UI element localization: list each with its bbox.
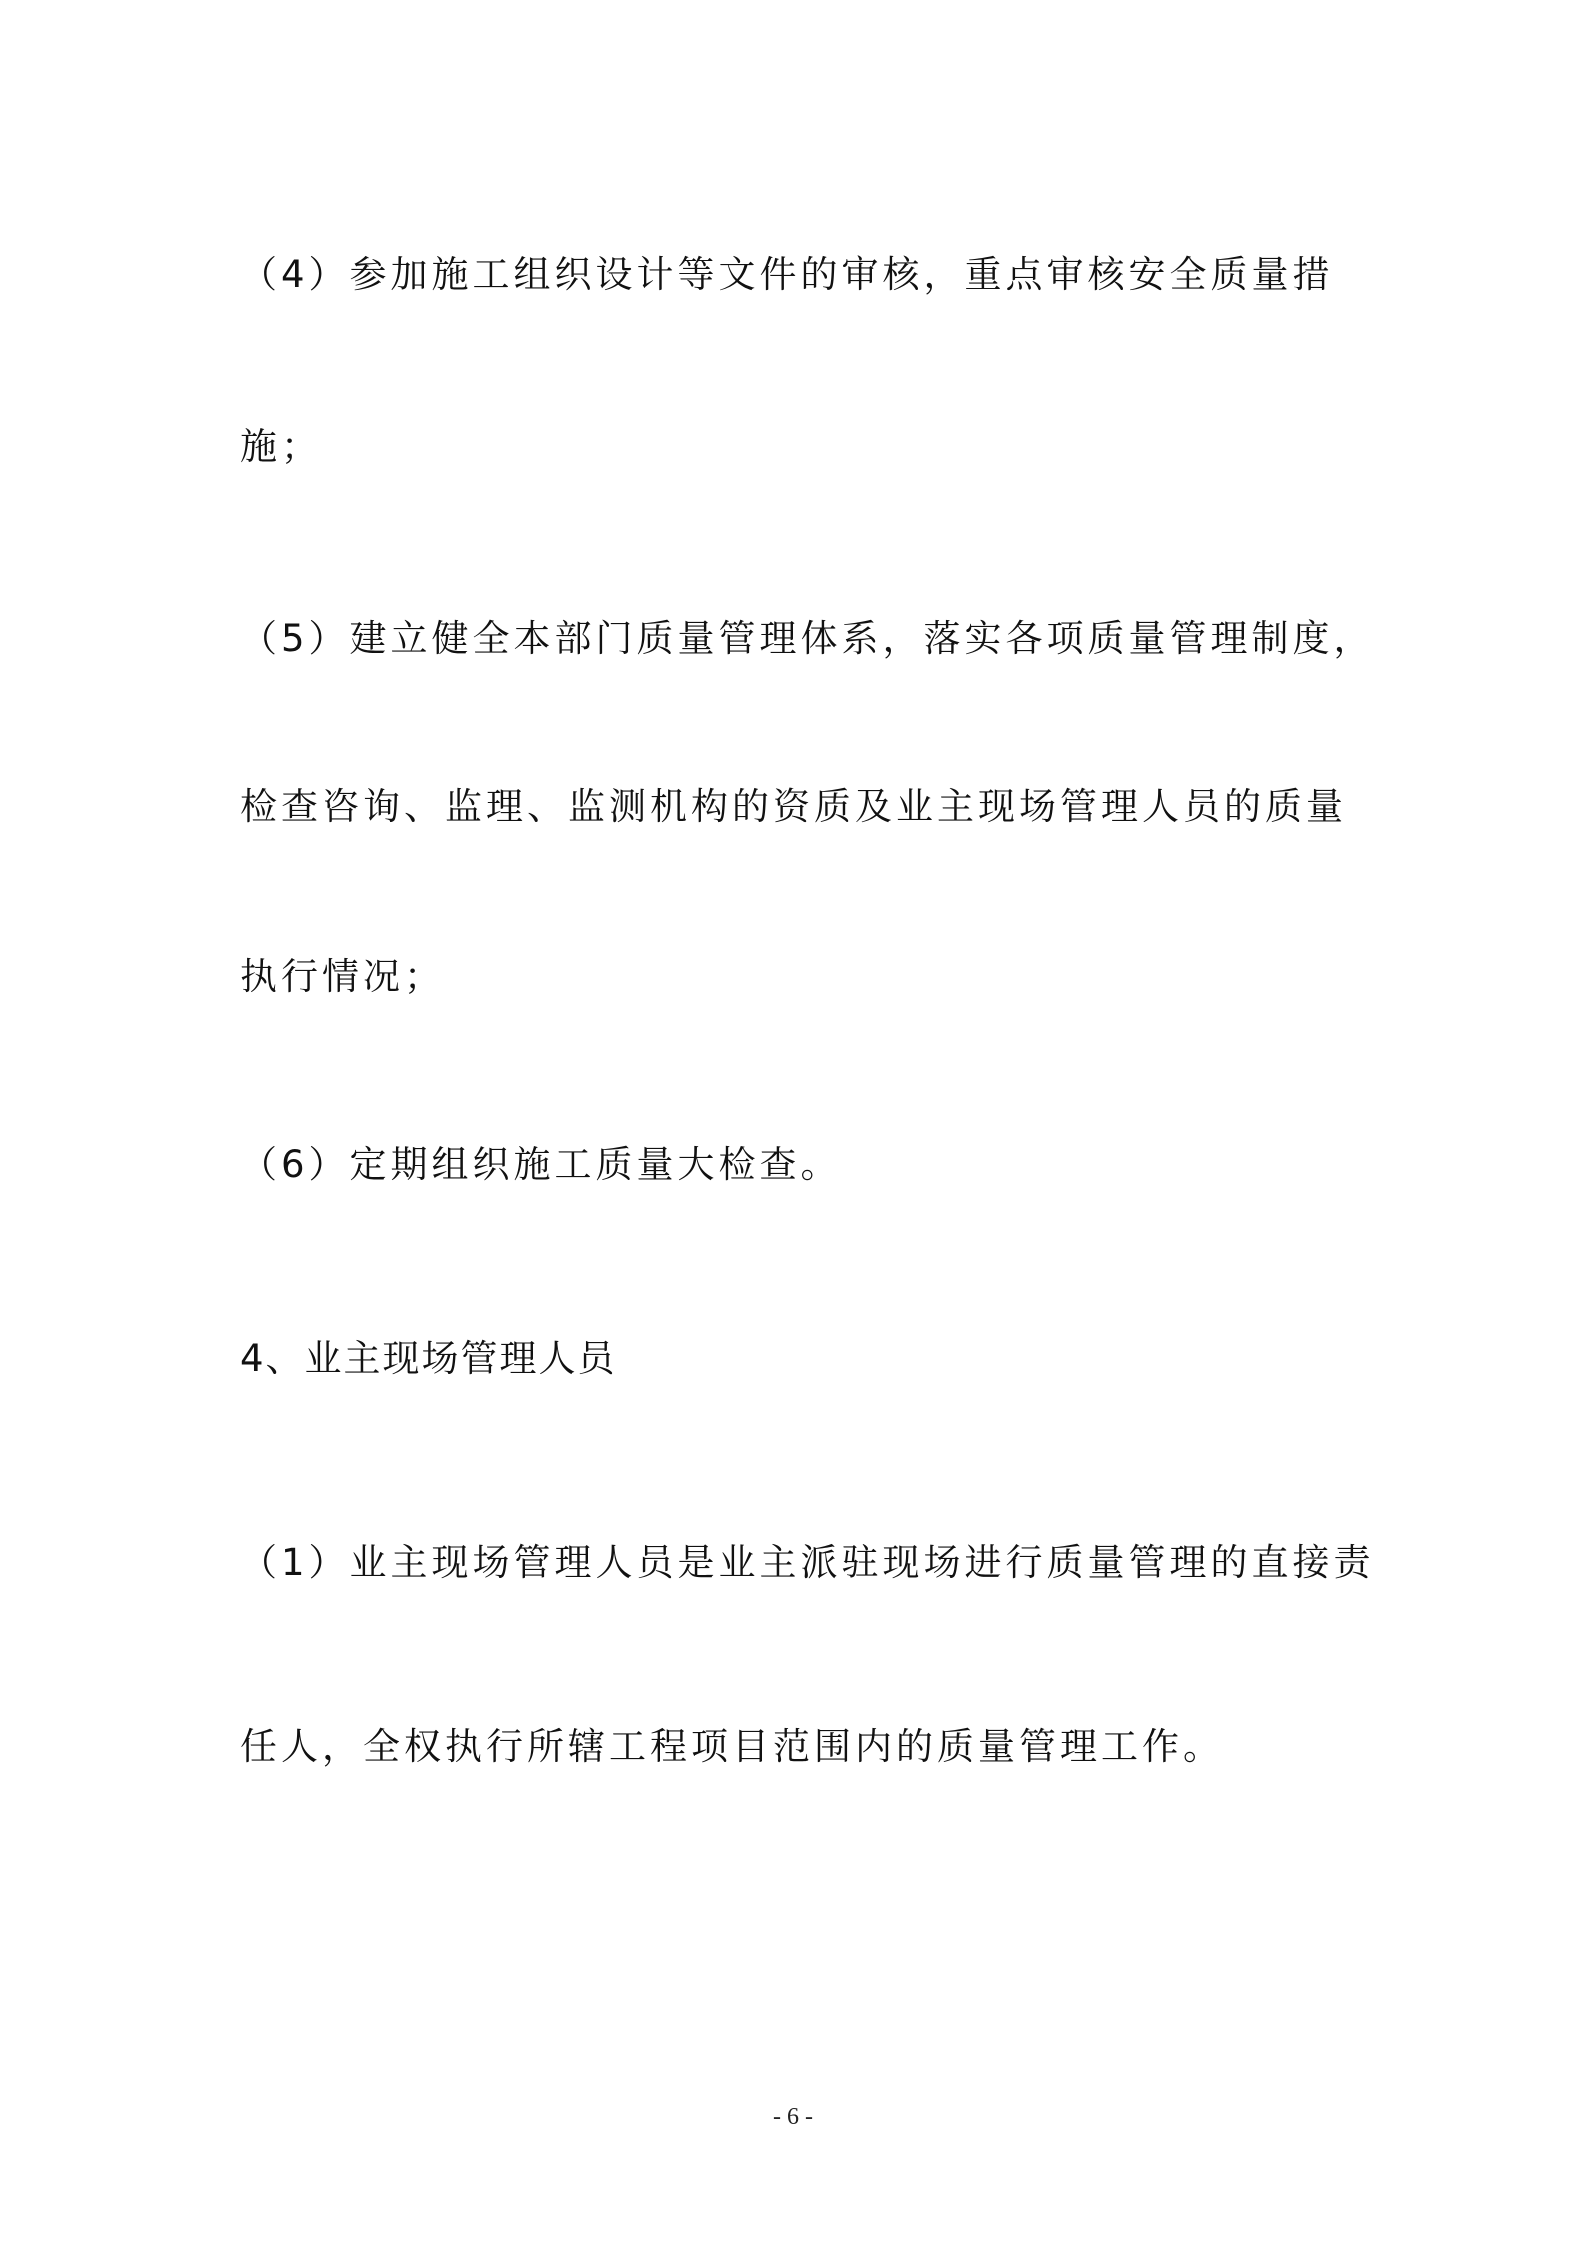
paragraph-item-4-line-1: （4）参加施工组织设计等文件的审核，重点审核安全质量措: [240, 253, 1334, 296]
paragraph-item-5-line-2: 检查咨询、监理、监测机构的资质及业主现场管理人员的质量: [240, 785, 1347, 828]
paragraph-item-1-line-1: （1）业主现场管理人员是业主派驻现场进行质量管理的直接责: [240, 1541, 1375, 1584]
paragraph-item-5-line-1: （5）建立健全本部门质量管理体系，落实各项质量管理制度，: [240, 617, 1375, 660]
paragraph-item-4-line-2: 施；: [240, 425, 322, 468]
section-heading: 4、业主现场管理人员: [240, 1337, 617, 1380]
paragraph-item-6: （6）定期组织施工质量大检查。: [240, 1143, 842, 1186]
paragraph-item-5-line-3: 执行情况；: [240, 955, 445, 998]
paragraph-item-1-line-2: 任人，全权执行所辖工程项目范围内的质量管理工作。: [240, 1725, 1224, 1768]
page-number: - 6 -: [773, 2104, 813, 2130]
